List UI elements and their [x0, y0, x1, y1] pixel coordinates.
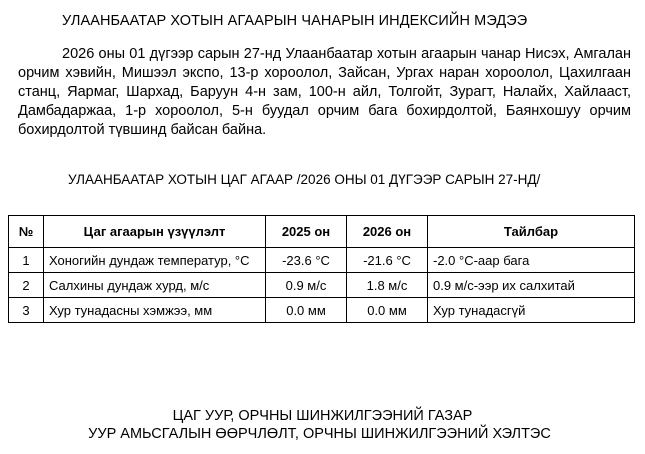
header-number: № — [9, 216, 44, 248]
header-note: Тайлбар — [428, 216, 635, 248]
row-indicator: Салхины дундаж хурд, м/с — [44, 273, 266, 298]
row-note: -2.0 °С-аар бага — [428, 248, 635, 273]
table-row — [9, 248, 635, 273]
report-paragraph: 2026 оны 01 дүгээр сарын 27-нд Улаанбаатар хотын агаарын чанар Нисэх, Амгалан орчим хэвийн, Мишээл экспо, 13-р хороолол, Зайсан, Ургах наран хороолол, Цахилгаан станц, Яармаг, Шархад, Баруун 4-н зам, 100-н айл, Толгойт, Зурагт, Налайх, Хайлааст, Дамбадаржаа, 1-р хороолол, 5-н буудал орчим бага бохирдолтой, Баянхошуу орчим бохирдолтой түвшинд байсан байна. — [18, 46, 631, 138]
row-number: 1 — [9, 248, 44, 273]
document-title: УЛААНБААТАР ХОТЫН АГААРЫН ЧАНАРЫН ИНДЕКСИЙН МЭДЭЭ — [62, 13, 528, 29]
table-row — [9, 273, 635, 298]
row-indicator: Хур тунадасны хэмжээ, мм — [44, 298, 266, 323]
row-value-2026: 1.8 м/с — [347, 273, 428, 298]
table-header-row — [9, 216, 635, 248]
row-note: 0.9 м/с-ээр их салхитай — [428, 273, 635, 298]
weather-table — [8, 215, 635, 323]
weather-subtitle: УЛААНБААТАР ХОТЫН ЦАГ АГААР /2026 ОНЫ 01 ДҮГЭЭР САРЫН 27-НД/ — [68, 172, 541, 187]
table-row — [9, 298, 635, 323]
footer-agency: ЦАГ УУР, ОРЧНЫ ШИНЖИЛГЭЭНИЙ ГАЗАР — [172, 408, 473, 424]
footer-department: УУР АМЬСГАЛЫН ӨӨРЧЛӨЛТ, ОРЧНЫ ШИНЖИЛГЭЭНИЙ ХЭЛТЭС — [88, 426, 551, 442]
row-value-2026: -21.6 °С — [347, 248, 428, 273]
header-year-2025: 2025 он — [266, 216, 347, 248]
row-indicator: Хоногийн дундаж температур, °С — [44, 248, 266, 273]
row-number: 3 — [9, 298, 44, 323]
header-year-2026: 2026 он — [347, 216, 428, 248]
row-value-2025: 0.9 м/с — [266, 273, 347, 298]
row-value-2025: 0.0 мм — [266, 298, 347, 323]
row-value-2026: 0.0 мм — [347, 298, 428, 323]
header-indicator: Цаг агаарын үзүүлэлт — [44, 216, 266, 248]
row-note: Хур тунадасгүй — [428, 298, 635, 323]
row-number: 2 — [9, 273, 44, 298]
row-value-2025: -23.6 °С — [266, 248, 347, 273]
